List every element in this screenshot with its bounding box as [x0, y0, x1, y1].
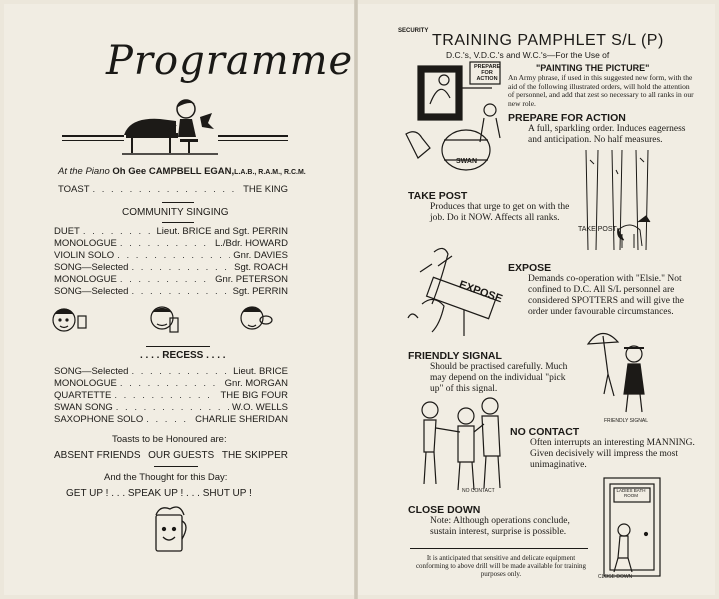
at-the-piano-label: At the Piano	[58, 166, 110, 177]
section-text: Produces that urge to get on with the job. Do it NOW. Affects all ranks.	[430, 202, 570, 223]
programme-item	[54, 238, 288, 250]
friendly-signal-caption: FRIENDLY SIGNAL	[604, 418, 648, 424]
community-singing-heading: COMMUNITY SINGING	[122, 207, 229, 218]
toasts-heading: Toasts to be Honoured are:	[112, 434, 227, 445]
section-heading: EXPOSE	[508, 262, 552, 274]
section-text: A full, sparkling order. Induces eagerness and anticipation. No half measures.	[528, 124, 686, 145]
illustration-sign-label: PREPARE FOR ACTION	[474, 64, 501, 82]
section-text: Should be practised carefully. Much may depend on the individual "pick up" of this signal.	[430, 362, 568, 394]
section-heading: PREPARE FOR ACTION	[508, 112, 626, 124]
item-title: SONG—Selected	[54, 262, 129, 273]
leader-dots	[120, 378, 222, 390]
friendly-signal-illustration	[584, 324, 660, 416]
item-title: SONG—Selected	[54, 366, 129, 377]
programme-item	[54, 414, 288, 426]
item-title: DUET	[54, 226, 80, 237]
beer-mug-illustration	[150, 503, 190, 555]
item-performer: Gnr. MORGAN	[224, 378, 288, 389]
leader-dots	[83, 226, 154, 238]
door-sign-label: LADIES BATH ROOM	[616, 488, 646, 498]
take-post-caption: TAKE POST	[578, 226, 617, 233]
thought-text: GET UP ! . . . SPEAK UP ! . . . SHUT UP !	[66, 488, 252, 499]
toast-item: OUR GUESTS	[148, 450, 215, 461]
section-heading: FRIENDLY SIGNAL	[408, 350, 502, 362]
divider	[154, 466, 198, 467]
section-title: "PAINTING THE PICTURE"	[536, 63, 650, 73]
item-title: MONOLOGUE	[54, 274, 117, 285]
section-text: Demands co-operation with "Elsie." Not confined to D.C. All S/L personnel are considered SPOTTERS and will give the order under favourable circumstances.	[528, 274, 684, 317]
leader-dots	[93, 184, 241, 196]
programme-item	[58, 184, 288, 196]
take-post-illustration	[578, 150, 660, 258]
programme-item	[54, 262, 288, 274]
expose-sign-label: EXPOSE	[457, 278, 504, 306]
intro-paragraph: An Army phrase, if used in this suggested new form, with the aid of the following illustrated orders, will hold the attention of personnel, and add that zest so necessary to all ranks in our new role.	[508, 73, 694, 108]
item-title: SAXOPHONE SOLO	[54, 414, 144, 425]
recess-heading: . . . . RECESS . . . .	[140, 350, 226, 361]
security-label: SECURITY	[398, 28, 429, 34]
caricatures-illustration	[52, 300, 282, 342]
item-performer: CHARLIE SHERIDAN	[195, 414, 288, 425]
divider	[62, 140, 124, 141]
divider	[162, 222, 194, 223]
close-down-caption: CLOSE DOWN	[598, 574, 633, 580]
barrel-label: SWAN	[456, 158, 477, 165]
item-title: VIOLIN SOLO	[54, 250, 115, 261]
item-performer: Lieut. BRICE and Sgt. PERRIN	[156, 226, 288, 237]
toasts-list	[54, 450, 288, 461]
no-contact-illustration	[410, 392, 508, 498]
item-performer: L./Bdr. HOWARD	[214, 238, 288, 249]
pianist-illustration	[120, 95, 220, 157]
pianist-credit	[58, 166, 306, 177]
section-text: Note: Although operations conclude, sustain interest, surprise is possible.	[430, 516, 570, 537]
section-text: Often interrupts an interesting MANNING. Given decisively will impress the most unimaginative.	[530, 438, 695, 470]
pamphlet-title: TRAINING PAMPHLET S/L (P)	[432, 32, 664, 49]
item-performer: THE KING	[243, 184, 288, 195]
leader-dots	[131, 366, 230, 378]
toast-item: THE SKIPPER	[221, 450, 288, 461]
programme-item	[54, 286, 288, 298]
item-title: MONOLOGUE	[54, 378, 117, 389]
section-heading: TAKE POST	[408, 190, 468, 202]
programme-item	[54, 402, 288, 414]
programme-item	[54, 250, 288, 262]
leader-dots	[116, 402, 229, 414]
pianist-name: Oh Gee CAMPBELL EGAN,	[112, 166, 235, 177]
item-performer: THE BIG FOUR	[220, 390, 288, 401]
item-title: TOAST	[58, 184, 90, 195]
divider	[218, 135, 288, 137]
pamphlet-subtitle: D.C.'s, V.D.C.'s and W.C.'s—For the Use of	[446, 50, 610, 60]
divider	[162, 202, 194, 203]
item-performer: Sgt. PERRIN	[232, 286, 288, 297]
section-heading: CLOSE DOWN	[408, 504, 481, 516]
leader-dots	[131, 262, 231, 274]
programme-item	[54, 366, 288, 378]
item-performer: W.O. WELLS	[232, 402, 288, 413]
thought-heading: And the Thought for this Day:	[104, 472, 228, 483]
pianist-qualifications: L.A.B., R.A.M., R.C.M.	[234, 169, 306, 176]
no-contact-caption: NO CONTACT	[462, 488, 495, 494]
item-performer: Sgt. ROACH	[234, 262, 288, 273]
section-heading: NO CONTACT	[510, 426, 580, 438]
toast-item: ABSENT FRIENDS	[54, 450, 141, 461]
programme-title: Programme	[106, 38, 354, 84]
item-performer: Gnr. PETERSON	[215, 274, 288, 285]
item-title: MONOLOGUE	[54, 238, 117, 249]
programme-item	[54, 274, 288, 286]
item-performer: Lieut. BRICE	[233, 366, 288, 377]
leader-dots	[131, 286, 229, 298]
divider	[146, 346, 210, 347]
item-performer: Gnr. DAVIES	[233, 250, 288, 261]
leader-dots	[114, 390, 217, 402]
divider	[410, 548, 588, 549]
programme-item	[54, 390, 288, 402]
leader-dots	[120, 238, 212, 250]
programme-item	[54, 378, 288, 390]
leader-dots	[120, 274, 212, 286]
leader-dots	[146, 414, 192, 426]
footer-note: It is anticipated that sensitive and delicate equipment conforming to above drill will be made available for training purposes only.	[415, 554, 587, 578]
divider	[218, 140, 288, 141]
divider	[62, 135, 124, 137]
leader-dots	[117, 250, 230, 262]
item-title: SONG—Selected	[54, 286, 129, 297]
programme-item	[54, 226, 288, 238]
item-title: SWAN SONG	[54, 402, 113, 413]
item-title: QUARTETTE	[54, 390, 112, 401]
